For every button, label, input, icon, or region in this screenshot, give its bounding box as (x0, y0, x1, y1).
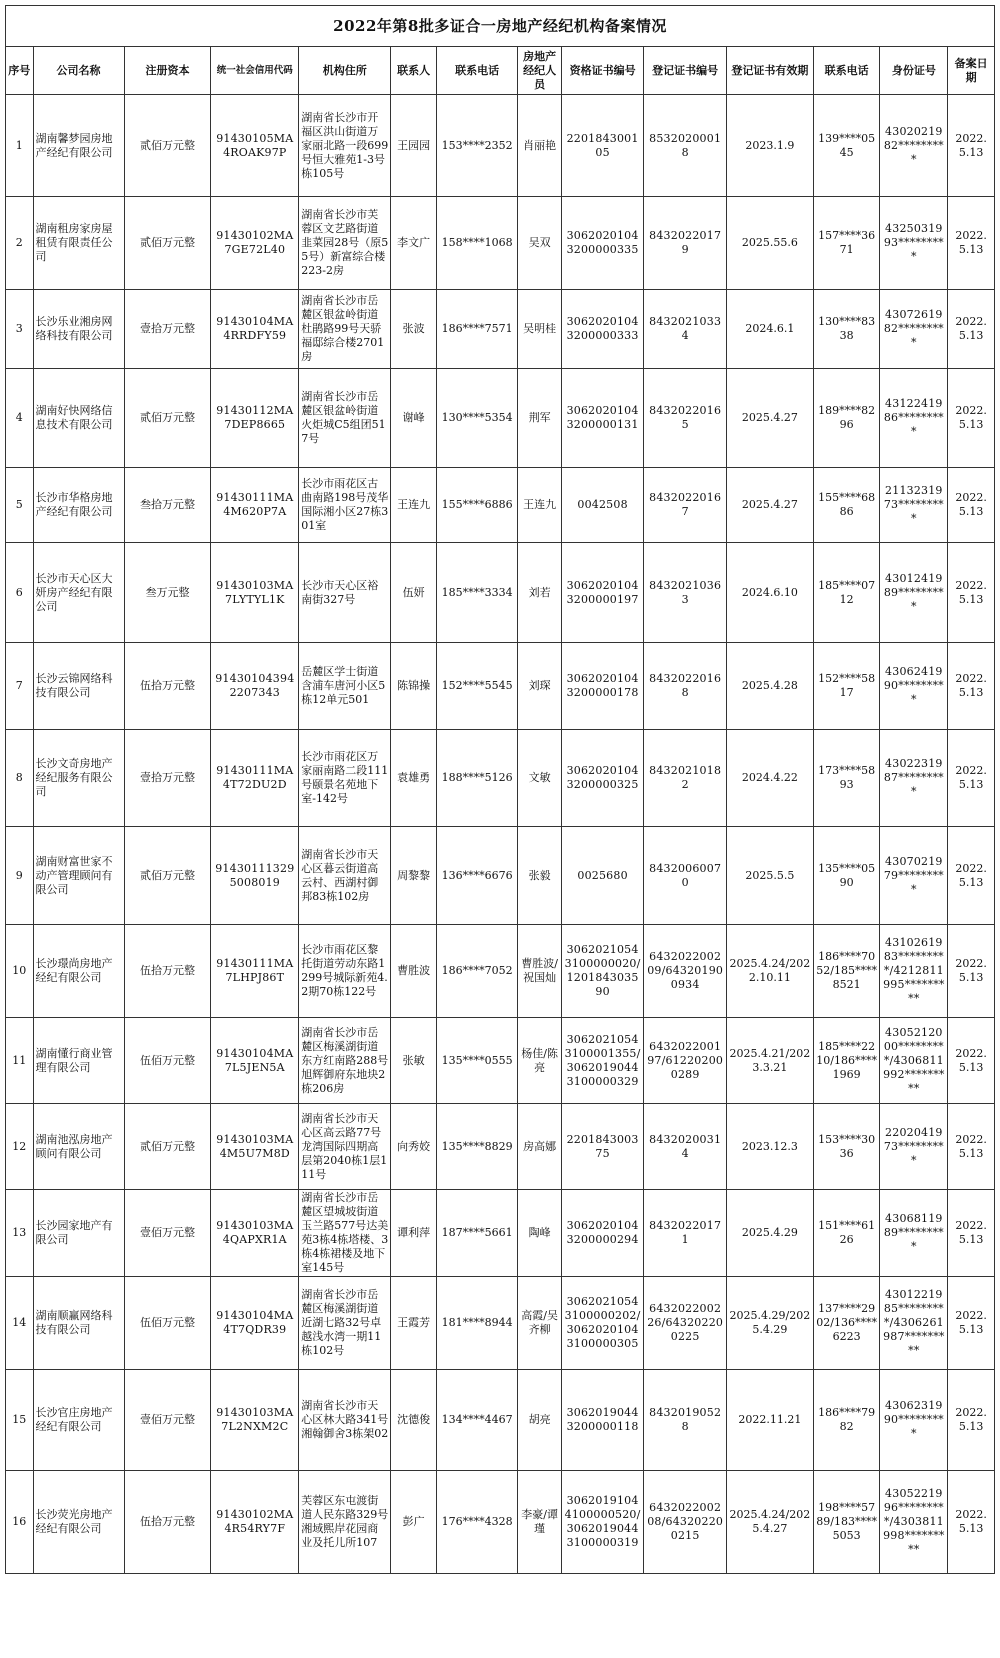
table-cell: 220184300105 (561, 95, 644, 197)
table-cell: 湖南省长沙市岳麓区银盆岭街道杜鹃路99号天骄福邸综合楼2701房 (299, 290, 391, 369)
table-cell: 2023.12.3 (726, 1104, 813, 1190)
table-cell: 陶峰 (518, 1190, 561, 1277)
table-cell: 张波 (391, 290, 437, 369)
table-cell: 84320220167 (644, 468, 727, 543)
table-cell: 长沙云锦网络科技有限公司 (33, 643, 124, 730)
table-cell: 刘若 (518, 543, 561, 643)
table-cell: 长沙官庄房地产经纪有限公司 (33, 1370, 124, 1471)
table-cell: 张毅 (518, 827, 561, 925)
table-cell: 30620201043200000197 (561, 543, 644, 643)
table-cell: 2023.1.9 (726, 95, 813, 197)
table-cell: 187****5661 (436, 1190, 518, 1277)
table-cell: 2022.5.13 (948, 1277, 995, 1370)
table-cell: 贰佰万元整 (124, 827, 211, 925)
table-cell: 2022.5.13 (948, 369, 995, 468)
table-cell: 4301241989********* (880, 543, 948, 643)
table-row (6, 468, 995, 543)
table-cell: 李豪/谭瑾 (518, 1471, 561, 1574)
table-cell: 91430103MA7LYTYL1K (211, 543, 299, 643)
table-cell: 30620210543100000020/120184303590 (561, 925, 644, 1018)
table-cell: 91430111MA7LHPJ86T (211, 925, 299, 1018)
table-cell: 10 (6, 925, 34, 1018)
table-cell: 30620201043200000335 (561, 197, 644, 290)
table-cell: 王霞芳 (391, 1277, 437, 1370)
table-cell: 肖丽艳 (518, 95, 561, 197)
table-cell: 长沙市雨花区古曲南路198号茂华国际湘小区27栋301室 (299, 468, 391, 543)
table-cell: 2022.5.13 (948, 643, 995, 730)
table-body (6, 95, 995, 1574)
table-cell: 2022.5.13 (948, 95, 995, 197)
table-cell: 长沙璟尚房地产经纪有限公司 (33, 925, 124, 1018)
table-cell: 2024.4.22 (726, 730, 813, 827)
table-cell: 2022.5.13 (948, 290, 995, 369)
table-cell: 伍佰万元整 (124, 1018, 211, 1104)
table-cell: 84320210334 (644, 290, 727, 369)
table-cell: 叁拾万元整 (124, 468, 211, 543)
table-cell: 155****6886 (813, 468, 880, 543)
table-cell: 湖南省长沙市岳麓区梅溪湖街道东方红南路288号旭辉御府东地块2栋206房 (299, 1018, 391, 1104)
table-cell: 30620201043200000178 (561, 643, 644, 730)
table-cell: 2 (6, 197, 34, 290)
table-row (6, 1018, 995, 1104)
table-cell: 84320220179 (644, 197, 727, 290)
table-cell: 湖南好快网络信息技术有限公司 (33, 369, 124, 468)
table-cell: 伍妍 (391, 543, 437, 643)
table-cell: 吴双 (518, 197, 561, 290)
table-cell: 914301043942207343 (211, 643, 299, 730)
table-cell: 王园园 (391, 95, 437, 197)
header-cell: 房地产经纪人员 (518, 47, 561, 95)
table-cell: 湖南懂行商业管理有限公司 (33, 1018, 124, 1104)
table-cell: 4307261982********* (880, 290, 948, 369)
header-cell: 公司名称 (33, 47, 124, 95)
table-cell: 220184300375 (561, 1104, 644, 1190)
table-cell: 643202200226/643202200225 (644, 1277, 727, 1370)
table-cell: 157****3671 (813, 197, 880, 290)
table-cell: 2022.5.13 (948, 1370, 995, 1471)
table-cell: 30620201043200000333 (561, 290, 644, 369)
table-cell: 14 (6, 1277, 34, 1370)
table-cell: 30620210543100000202/30620201043100000305 (561, 1277, 644, 1370)
table-cell: 湖南馨梦园房地产经纪有限公司 (33, 95, 124, 197)
table-cell: 91430103MA4QAPXR1A (211, 1190, 299, 1277)
table-cell: 15 (6, 1370, 34, 1471)
table-cell: 84320220171 (644, 1190, 727, 1277)
table-cell: 91430105MA4ROAK97P (211, 95, 299, 197)
table-cell: 4305221996*********/4303811998********* (880, 1471, 948, 1574)
table-row (6, 290, 995, 369)
table-cell: 2025.4.29/2025.4.29 (726, 1277, 813, 1370)
table-cell: 长沙乐业湘房网络科技有限公司 (33, 290, 124, 369)
table-cell: 0025680 (561, 827, 644, 925)
table-cell: 30620201043200000325 (561, 730, 644, 827)
table-cell: 91430103MA7L2NXM2C (211, 1370, 299, 1471)
table-cell: 186****7982 (813, 1370, 880, 1471)
table-cell: 长沙市天心区裕南街327号 (299, 543, 391, 643)
table-cell: 长沙市雨花区万家丽南路二段111号颐景名苑地下室-142号 (299, 730, 391, 827)
table-cell: 152****5817 (813, 643, 880, 730)
table-cell: 张敏 (391, 1018, 437, 1104)
table-cell: 9 (6, 827, 34, 925)
table-cell: 4302231987********* (880, 730, 948, 827)
table-cell: 5 (6, 468, 34, 543)
table-cell: 贰佰万元整 (124, 1104, 211, 1190)
table-cell: 91430102MA7GE72L40 (211, 197, 299, 290)
table-cell: 2022.5.13 (948, 1018, 995, 1104)
table-cell: 李文广 (391, 197, 437, 290)
page-title: 2022年第8批多证合一房地产经纪机构备案情况 (6, 6, 995, 47)
table-cell: 185****0712 (813, 543, 880, 643)
table-cell: 荆军 (518, 369, 561, 468)
table-cell: 4306811989********* (880, 1190, 948, 1277)
table-cell: 壹拾万元整 (124, 730, 211, 827)
table-row (6, 643, 995, 730)
table-cell: 91430102MA4R54RY7F (211, 1471, 299, 1574)
table-cell: 杨佳/陈亮 (518, 1018, 561, 1104)
table-cell: 643202200208/643202200215 (644, 1471, 727, 1574)
table-cell: 153****3036 (813, 1104, 880, 1190)
table-cell: 153****2352 (436, 95, 518, 197)
table-cell: 4307021979********* (880, 827, 948, 925)
table-cell: 房高娜 (518, 1104, 561, 1190)
table-cell: 湖南省长沙市芙蓉区文艺路街道韭菜园28号（原55号）新富综合楼223-2房 (299, 197, 391, 290)
header-cell: 联系人 (391, 47, 437, 95)
table-cell: 181****8944 (436, 1277, 518, 1370)
table-row (6, 543, 995, 643)
table-cell: 30620190443200000118 (561, 1370, 644, 1471)
table-row (6, 369, 995, 468)
table-cell: 2025.4.28 (726, 643, 813, 730)
table-cell: 谢峰 (391, 369, 437, 468)
table-cell: 176****4328 (436, 1471, 518, 1574)
header-row (6, 47, 995, 95)
header-cell: 联系电话 (813, 47, 880, 95)
table-cell: 伍佰万元整 (124, 1277, 211, 1370)
header-cell: 机构住所 (299, 47, 391, 95)
table-cell: 2022.5.13 (948, 197, 995, 290)
table-cell: 4301221985*********/4306261987********* (880, 1277, 948, 1370)
table-cell: 84320210363 (644, 543, 727, 643)
table-cell: 袁雄勇 (391, 730, 437, 827)
table-cell: 185****2210/186****1969 (813, 1018, 880, 1104)
table-cell: 壹佰万元整 (124, 1370, 211, 1471)
table-cell: 4 (6, 369, 34, 468)
table-cell: 151****6126 (813, 1190, 880, 1277)
table-cell: 91430104MA4T7QDR39 (211, 1277, 299, 1370)
header-cell: 登记证书编号 (644, 47, 727, 95)
table-cell: 4310261983*********/4212811995********* (880, 925, 948, 1018)
table-cell: 91430111MA4M620P7A (211, 468, 299, 543)
table-cell: 2022.5.13 (948, 468, 995, 543)
table-cell: 伍拾万元整 (124, 643, 211, 730)
table-cell: 长沙市天心区大妍房产经纪有限公司 (33, 543, 124, 643)
table-cell: 湖南省长沙市天心区高云路77号龙湾国际四期高层第2040栋1层111号 (299, 1104, 391, 1190)
table-cell: 11 (6, 1018, 34, 1104)
table-cell: 湖南省长沙市岳麓区银盆岭街道火炬城C5组团517号 (299, 369, 391, 468)
document-frame (5, 5, 995, 1653)
table-cell: 向秀姣 (391, 1104, 437, 1190)
table-cell: 4306241990********* (880, 643, 948, 730)
table-cell: 湖南财富世家不动产管理顾问有限公司 (33, 827, 124, 925)
table-cell: 2025.5.5 (726, 827, 813, 925)
table-cell: 陈锦操 (391, 643, 437, 730)
table-cell: 91430104MA7L5JEN5A (211, 1018, 299, 1104)
table-cell: 2025.4.29 (726, 1190, 813, 1277)
table-cell: 173****5893 (813, 730, 880, 827)
table-cell: 134****4467 (436, 1370, 518, 1471)
table-cell: 贰佰万元整 (124, 95, 211, 197)
table-cell: 84320210182 (644, 730, 727, 827)
table-cell: 谭利萍 (391, 1190, 437, 1277)
table-cell: 2022.5.13 (948, 543, 995, 643)
table-cell: 沈德俊 (391, 1370, 437, 1471)
table-cell: 16 (6, 1471, 34, 1574)
table-cell: 135****0555 (436, 1018, 518, 1104)
table-cell: 30620201043200000294 (561, 1190, 644, 1277)
header-cell: 统一社会信用代码 (211, 47, 299, 95)
table-row (6, 730, 995, 827)
table-cell: 长沙园家地产有限公司 (33, 1190, 124, 1277)
header-cell: 登记证书有效期 (726, 47, 813, 95)
table-cell: 643202200209/643201900934 (644, 925, 727, 1018)
table-cell: 85320200018 (644, 95, 727, 197)
table-cell: 2025.4.27 (726, 468, 813, 543)
table-cell: 伍拾万元整 (124, 925, 211, 1018)
table-cell: 1 (6, 95, 34, 197)
table-cell: 贰佰万元整 (124, 369, 211, 468)
table-cell: 4325031993********* (880, 197, 948, 290)
table-cell: 914301113295008019 (211, 827, 299, 925)
table-cell: 2024.6.10 (726, 543, 813, 643)
table-cell: 3 (6, 290, 34, 369)
table-cell: 2022.11.21 (726, 1370, 813, 1471)
table-cell: 曹胜波 (391, 925, 437, 1018)
table-row (6, 95, 995, 197)
table-cell: 2022.5.13 (948, 1104, 995, 1190)
table-cell: 158****1068 (436, 197, 518, 290)
table-cell: 长沙市华格房地产经纪有限公司 (33, 468, 124, 543)
table-cell: 139****0545 (813, 95, 880, 197)
table-cell: 贰佰万元整 (124, 197, 211, 290)
table-cell: 152****5545 (436, 643, 518, 730)
table-cell: 4302021982********* (880, 95, 948, 197)
table-cell: 2024.6.1 (726, 290, 813, 369)
table-cell: 84320200314 (644, 1104, 727, 1190)
table-cell: 湖南省长沙市天心区林大路341号湘翰御舍3栋架02 (299, 1370, 391, 1471)
registration-table (5, 5, 995, 1574)
table-cell: 2022.5.13 (948, 1471, 995, 1574)
table-cell: 4306231990********* (880, 1370, 948, 1471)
table-cell: 189****8296 (813, 369, 880, 468)
table-cell: 84320190528 (644, 1370, 727, 1471)
table-cell: 4305212000*********/4306811992********* (880, 1018, 948, 1104)
table-cell: 长沙市雨花区黎托街道劳动东路1299号城际新苑4.2期70栋122号 (299, 925, 391, 1018)
table-cell: 155****6886 (436, 468, 518, 543)
table-cell: 186****7052/185****8521 (813, 925, 880, 1018)
table-cell: 2113231973********* (880, 468, 948, 543)
table-cell: 2025.4.24/2022.10.11 (726, 925, 813, 1018)
table-cell: 30620210543100001355/30620190443100000329 (561, 1018, 644, 1104)
table-cell: 643202200197/612202000289 (644, 1018, 727, 1104)
table-cell: 高霞/吴齐柳 (518, 1277, 561, 1370)
table-cell: 137****2902/136****6223 (813, 1277, 880, 1370)
table-cell: 91430104MA4RRDFY59 (211, 290, 299, 369)
table-cell: 30620201043200000131 (561, 369, 644, 468)
table-cell: 刘琛 (518, 643, 561, 730)
table-cell: 吴明桂 (518, 290, 561, 369)
table-row (6, 1370, 995, 1471)
table-cell: 91430111MA4T72DU2D (211, 730, 299, 827)
table-cell: 湖南省长沙市岳麓区梅溪湖街道近湖七路32号卓越浅水湾一期11栋102号 (299, 1277, 391, 1370)
table-cell: 湖南省长沙市开福区洪山街道万家丽北路一段699号恒大雅苑1-3号栋105号 (299, 95, 391, 197)
table-cell: 12 (6, 1104, 34, 1190)
table-cell: 曹胜波/祝国灿 (518, 925, 561, 1018)
table-cell: 7 (6, 643, 34, 730)
table-cell: 135****0590 (813, 827, 880, 925)
table-cell: 王连九 (518, 468, 561, 543)
table-cell: 岳麓区学士街道含浦车唐河小区5栋12单元501 (299, 643, 391, 730)
table-row (6, 1471, 995, 1574)
table-cell: 186****7052 (436, 925, 518, 1018)
table-cell: 湖南池泓房地产顾问有限公司 (33, 1104, 124, 1190)
table-cell: 188****5126 (436, 730, 518, 827)
table-row (6, 1190, 995, 1277)
table-cell: 13 (6, 1190, 34, 1277)
table-row (6, 925, 995, 1018)
table-cell: 彭广 (391, 1471, 437, 1574)
table-cell: 文敏 (518, 730, 561, 827)
table-cell: 4312241986********* (880, 369, 948, 468)
table-row (6, 827, 995, 925)
header-cell: 资格证书编号 (561, 47, 644, 95)
table-cell: 周黎黎 (391, 827, 437, 925)
table-cell: 芙蓉区东屯渡街道人民东路329号湘域熙岸花园商业及托儿所107 (299, 1471, 391, 1574)
table-cell: 130****5354 (436, 369, 518, 468)
header-cell: 注册资本 (124, 47, 211, 95)
table-cell: 8 (6, 730, 34, 827)
table-row (6, 197, 995, 290)
table-cell: 2025.4.27 (726, 369, 813, 468)
header-cell: 序号 (6, 47, 34, 95)
table-cell: 136****6676 (436, 827, 518, 925)
table-cell: 2022.5.13 (948, 1190, 995, 1277)
table-cell: 王连九 (391, 468, 437, 543)
table-cell: 135****8829 (436, 1104, 518, 1190)
table-cell: 2025.4.24/2025.4.27 (726, 1471, 813, 1574)
table-cell: 2022.5.13 (948, 730, 995, 827)
table-cell: 30620191044100000520/30620190443100000319 (561, 1471, 644, 1574)
table-cell: 湖南省长沙市岳麓区望城坡街道玉兰路577号达美苑3栋4栋塔楼、3栋4栋裙楼及地下室145号 (299, 1190, 391, 1277)
table-cell: 2025.55.6 (726, 197, 813, 290)
table-cell: 胡亮 (518, 1370, 561, 1471)
table-cell: 0042508 (561, 468, 644, 543)
table-cell: 长沙文奇房地产经纪服务有限公司 (33, 730, 124, 827)
table-cell: 91430112MA7DEP8665 (211, 369, 299, 468)
table-row (6, 1277, 995, 1370)
table-cell: 84320220165 (644, 369, 727, 468)
header-cell: 备案日期 (948, 47, 995, 95)
table-cell: 伍拾万元整 (124, 1471, 211, 1574)
table-cell: 186****7571 (436, 290, 518, 369)
table-row (6, 1104, 995, 1190)
table-cell: 2022.5.13 (948, 827, 995, 925)
table-cell: 2025.4.21/2023.3.21 (726, 1018, 813, 1104)
table-cell: 185****3334 (436, 543, 518, 643)
table-cell: 91430103MA4M5U7M8D (211, 1104, 299, 1190)
table-cell: 84320220168 (644, 643, 727, 730)
header-cell: 联系电话 (436, 47, 518, 95)
table-cell: 湖南租房家房屋租赁有限责任公司 (33, 197, 124, 290)
table-cell: 长沙荧光房地产经纪有限公司 (33, 1471, 124, 1574)
table-cell: 壹佰万元整 (124, 1190, 211, 1277)
table-cell: 2202041973********* (880, 1104, 948, 1190)
table-cell: 2022.5.13 (948, 925, 995, 1018)
table-cell: 叁万元整 (124, 543, 211, 643)
table-cell: 84320060070 (644, 827, 727, 925)
table-cell: 198****5789/183****5053 (813, 1471, 880, 1574)
table-cell: 130****8338 (813, 290, 880, 369)
table-cell: 壹拾万元整 (124, 290, 211, 369)
table-cell: 湖南顺赢网络科技有限公司 (33, 1277, 124, 1370)
table-cell: 6 (6, 543, 34, 643)
table-cell: 湖南省长沙市天心区暮云街道高云村、西湖村御邦83栋102房 (299, 827, 391, 925)
header-cell: 身份证号 (880, 47, 948, 95)
